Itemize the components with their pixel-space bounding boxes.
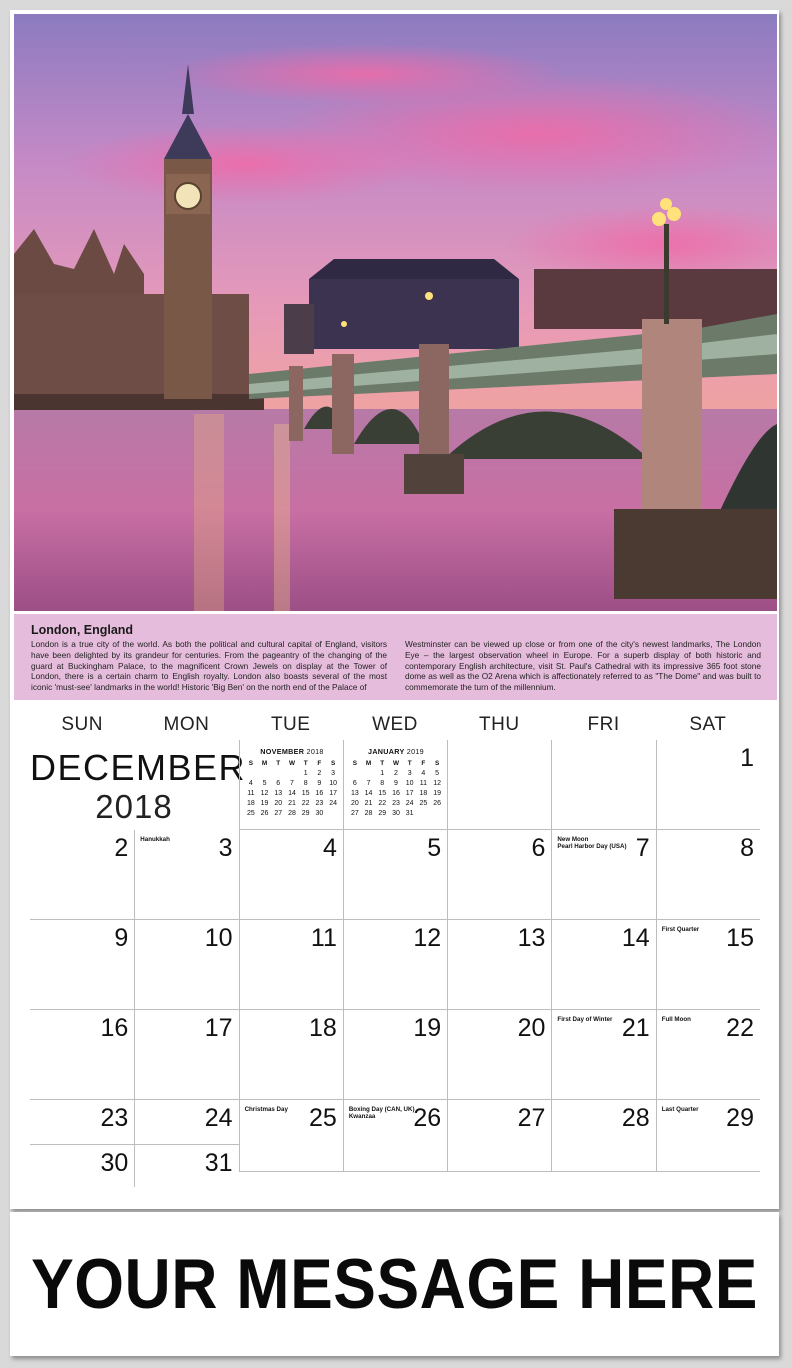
day-cell <box>656 830 760 920</box>
day-note: Boxing Day (CAN, UK) Kwanzaa <box>348 1106 415 1120</box>
mini-day: 25 <box>246 809 255 817</box>
mini-day: 20 <box>350 799 359 807</box>
weekday-wed: WED <box>372 714 418 735</box>
mini-day: 24 <box>405 799 414 807</box>
day-cell <box>656 1010 760 1100</box>
day-number: 7 <box>635 834 650 862</box>
mini-day: 18 <box>419 789 428 797</box>
mini-day: 15 <box>378 789 387 797</box>
mini-prev-year: 2018 <box>306 747 324 756</box>
day-cell <box>30 1145 134 1187</box>
mini-prev-month: NOVEMBER <box>260 747 305 756</box>
day-number: 22 <box>726 1014 754 1042</box>
description-title: London, England <box>31 623 134 637</box>
mini-weekday: S <box>434 759 440 767</box>
mini-day: 20 <box>274 799 283 807</box>
empty-cell <box>343 740 447 830</box>
mini-weekday: S <box>352 759 357 767</box>
day-number: 29 <box>726 1104 754 1132</box>
day-cell <box>447 920 551 1010</box>
mini-day: 22 <box>301 799 310 807</box>
day-cell <box>239 920 343 1010</box>
day-cell <box>30 830 134 920</box>
mini-day: 9 <box>317 779 322 787</box>
day-note: New Moon Pearl Harbor Day (USA) <box>557 836 627 850</box>
mini-day: 27 <box>274 809 283 817</box>
day-cell <box>239 830 343 920</box>
day-cell <box>30 920 134 1010</box>
month-year: 2018 <box>95 788 173 825</box>
month-name: DECEMBER <box>30 747 247 788</box>
day-cell <box>343 1010 447 1100</box>
day-cell <box>551 1100 655 1172</box>
month-calendar <box>30 710 760 1177</box>
empty-cell <box>551 740 655 830</box>
day-cell <box>134 1100 238 1145</box>
mini-day: 9 <box>394 779 398 787</box>
day-number: 2 <box>114 834 129 862</box>
mini-day: 5 <box>262 779 267 787</box>
day-number: 21 <box>621 1014 650 1042</box>
mini-weekday: T <box>380 759 385 767</box>
mini-weekday: F <box>317 759 322 767</box>
mini-day: 8 <box>380 779 385 787</box>
mini-next-month: JANUARY <box>368 747 405 756</box>
day-number: 3 <box>218 834 233 862</box>
day-number: 15 <box>726 924 754 952</box>
mini-day: 14 <box>364 789 373 797</box>
mini-weekday: W <box>392 759 399 767</box>
day-note: Christmas Day <box>244 1106 288 1113</box>
mini-day: 29 <box>378 809 387 817</box>
day-cell <box>551 830 655 920</box>
mini-next-year: 2019 <box>406 747 424 756</box>
mini-day: 15 <box>301 789 310 797</box>
mini-day: 16 <box>315 789 324 797</box>
mini-day: 27 <box>350 809 359 817</box>
description-band <box>14 614 777 700</box>
weekday-header <box>30 710 760 740</box>
mini-weekday: F <box>421 759 426 767</box>
mini-weekday: T <box>276 759 281 767</box>
mini-day: 1 <box>380 769 385 777</box>
day-number: 20 <box>517 1014 546 1042</box>
mini-day: 21 <box>288 799 296 807</box>
mini-day: 23 <box>392 799 400 807</box>
mini-weekday: W <box>288 759 295 767</box>
day-number: 12 <box>413 924 442 952</box>
mini-day: 2 <box>317 769 322 777</box>
mini-day: 31 <box>405 809 414 817</box>
mini-day: 24 <box>329 799 337 807</box>
day-number: 16 <box>100 1014 129 1042</box>
weekday-thu: THU <box>479 714 520 735</box>
mini-day: 17 <box>329 789 337 797</box>
london-photo <box>14 14 777 611</box>
day-cell <box>30 1010 134 1100</box>
mini-day: 23 <box>315 799 324 807</box>
mini-day: 19 <box>433 789 441 797</box>
empty-cell <box>239 740 343 830</box>
day-note: First Day of Winter <box>557 1016 613 1023</box>
day-cell <box>134 920 238 1010</box>
day-number: 24 <box>204 1104 233 1132</box>
day-cell <box>656 1100 760 1172</box>
empty-cell <box>447 740 551 830</box>
mini-day: 22 <box>378 799 387 807</box>
mini-day: 19 <box>260 799 269 807</box>
day-cell <box>30 1100 134 1145</box>
weekday-tue: TUE <box>270 714 311 735</box>
weekday-sat: SAT <box>689 714 727 735</box>
day-number: 28 <box>621 1104 650 1132</box>
day-number: 27 <box>517 1104 546 1132</box>
mini-day: 7 <box>290 779 294 787</box>
mini-weekday: M <box>365 759 372 767</box>
mini-day: 28 <box>364 809 373 817</box>
mini-day: 6 <box>276 779 281 787</box>
day-cell <box>447 1010 551 1100</box>
day-number: 9 <box>114 924 129 952</box>
day-note: Last Quarter <box>661 1106 699 1113</box>
mini-day: 30 <box>315 809 324 817</box>
mini-day: 14 <box>288 789 296 797</box>
mini-day: 10 <box>329 779 337 787</box>
weekday-sun: SUN <box>61 714 103 735</box>
day-number: 4 <box>322 834 337 862</box>
day-number: 6 <box>531 834 546 862</box>
weekday-fri: FRI <box>587 714 620 735</box>
mini-day: 8 <box>303 779 308 787</box>
day-number: 11 <box>310 924 337 952</box>
day-cell <box>447 830 551 920</box>
day-cell <box>239 1100 343 1172</box>
day-note: Full Moon <box>661 1016 691 1023</box>
mini-day: 21 <box>364 799 373 807</box>
day-note: First Quarter <box>661 926 700 933</box>
day-cell <box>447 1100 551 1172</box>
mini-day: 4 <box>421 769 426 777</box>
big-ben-westminster-image <box>14 14 777 611</box>
mini-day: 12 <box>260 789 269 797</box>
mini-weekday: T <box>407 759 412 767</box>
day-cell <box>551 1010 655 1100</box>
mini-day: 2 <box>394 769 398 777</box>
mini-day: 30 <box>392 809 400 817</box>
month-title <box>30 747 247 826</box>
weekday-mon: MON <box>163 714 210 735</box>
day-cell <box>134 1010 238 1100</box>
mini-day: 5 <box>435 769 440 777</box>
day-number: 17 <box>204 1014 233 1042</box>
ad-message: YOUR MESSAGE HERE <box>31 1244 758 1324</box>
mini-day: 17 <box>405 789 414 797</box>
day-cell <box>343 830 447 920</box>
day-number: 1 <box>740 744 754 772</box>
mini-weekday: S <box>248 759 253 767</box>
day-cell <box>551 920 655 1010</box>
day-number: 25 <box>309 1104 337 1132</box>
mini-day: 1 <box>303 769 308 777</box>
day-number: 13 <box>517 924 546 952</box>
mini-day: 13 <box>350 789 359 797</box>
day-number: 23 <box>100 1104 129 1132</box>
day-cell <box>134 830 238 920</box>
day-number: 5 <box>427 834 442 862</box>
mini-day: 3 <box>331 769 336 777</box>
mini-day: 13 <box>274 789 283 797</box>
mini-weekday: T <box>303 759 308 767</box>
mini-day: 10 <box>405 779 414 787</box>
day-number: 30 <box>100 1149 129 1177</box>
day-cell <box>343 920 447 1010</box>
mini-day: 12 <box>433 779 441 787</box>
mini-day: 11 <box>419 779 427 787</box>
mini-day: 4 <box>248 779 253 787</box>
mini-day: 25 <box>419 799 428 807</box>
mini-day: 6 <box>352 779 357 787</box>
day-number: 26 <box>413 1104 442 1132</box>
day-cell <box>134 1145 238 1187</box>
day-note: Hanukkah <box>140 836 170 843</box>
day-number: 10 <box>204 924 233 952</box>
day-number: 18 <box>309 1014 337 1042</box>
mini-day: 16 <box>392 789 400 797</box>
day-number: 19 <box>413 1014 442 1042</box>
mini-day: 11 <box>247 789 255 797</box>
mini-weekday: M <box>261 759 268 767</box>
description-text-left: London is a true city of the world. As both the political and cultural capital of England, visitors have been delighted by its grandeur for centuries. From the pageantry of the changing of the guard at Buckingham Palace, to the magnificent Crown Jewels on display at the Tower of London, there is a certain charm to English royalty. London also boasts several of the most iconic 'must-see' landmarks in the world! Historic 'Big Ben' on the north end of the Palace of <box>31 639 387 693</box>
mini-day: 18 <box>246 799 255 807</box>
day-cell <box>343 1100 447 1172</box>
day-number: 14 <box>621 924 650 952</box>
description-text-right: Westminster can be viewed up close or from one of the city's newest landmarks, The London Eye – the largest observation wheel in Europe. For a superb display of both historic and contemporary English architecture, visit St. Paul's Cathedral with its impressive 365 foot stone dome as well as the O2 Arena which is affectionately referred to as "The Dome" and was built to commemorate the turn of the millennium. <box>405 639 761 693</box>
day-number: 31 <box>204 1149 233 1177</box>
mini-day: 29 <box>301 809 310 817</box>
day-cell <box>239 1010 343 1100</box>
day-number: 8 <box>740 834 754 862</box>
mini-weekday: S <box>330 759 336 767</box>
day-cell <box>656 920 760 1010</box>
mini-day: 3 <box>407 769 412 777</box>
ad-area <box>10 1212 779 1356</box>
mini-day: 28 <box>288 809 296 817</box>
mini-day: 26 <box>260 809 269 817</box>
mini-day: 7 <box>366 779 371 787</box>
day-cell <box>656 740 760 830</box>
mini-day: 26 <box>433 799 441 807</box>
